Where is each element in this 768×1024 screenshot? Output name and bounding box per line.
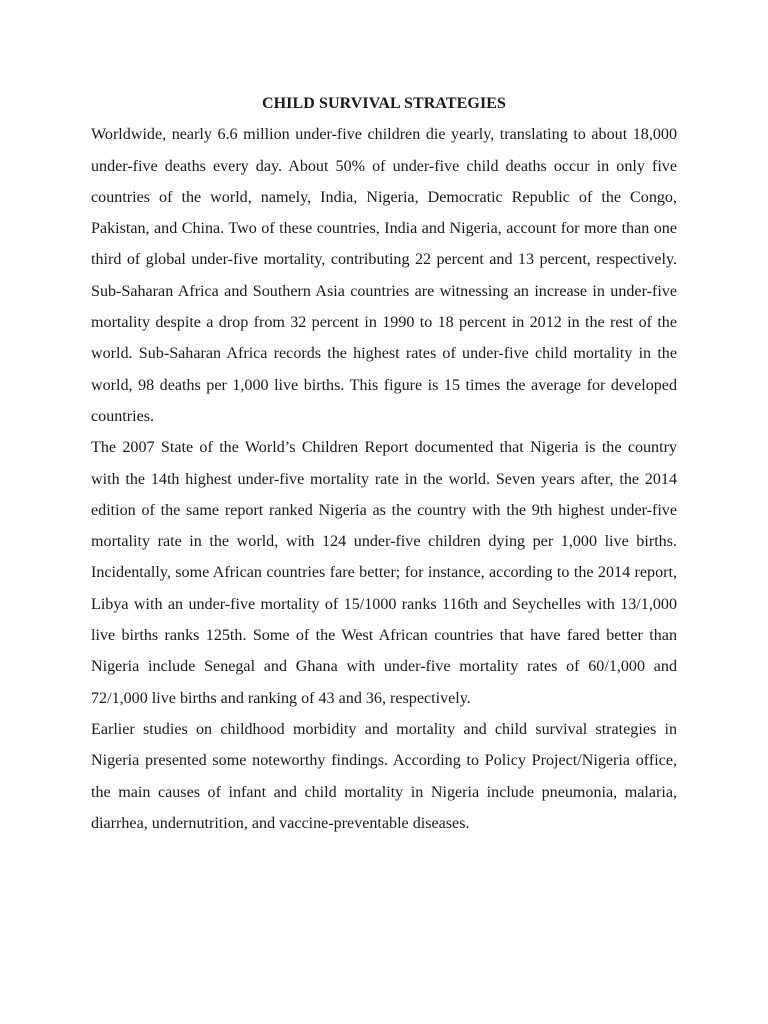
paragraph-global-mortality: Worldwide, nearly 6.6 million under-five children die yearly, translating to about 18,000 under-five deaths every day. About 50% of under-five child deaths occur in only five countries of the world, namely, India, Nigeria, Democratic Republic of the Congo, Pakistan, and China. Two of these countries, India and Nigeria, account for more than one third of global under-five mortality, contributing 22 percent and 13 percent, respectively. Sub-Saharan Africa and Southern Asia countries are witnessing an increase in under-five mortality despite a drop from 32 percent in 1990 to 18 percent in 2012 in the rest of the world. Sub-Saharan Africa records the highest rates of under-five child mortality in the world, 98 deaths per 1,000 live births. This figure is 15 times the average for developed countries. [91, 126, 677, 425]
document-body [91, 88, 677, 839]
document-title: CHILD SURVIVAL STRATEGIES [261, 95, 507, 112]
paragraph-earlier-studies: Earlier studies on childhood morbidity and mortality and child survival strategies in Nigeria presented some noteworthy findings. According to Policy Project/Nigeria office, the main causes of infant and child mortality in Nigeria include pneumonia, malaria, diarrhea, undernutrition, and vaccine-preventable diseases. [91, 720, 677, 832]
paragraph-nigeria-ranking: The 2007 State of the World’s Children Report documented that Nigeria is the country with the 14th highest under-five mortality rate in the world. Seven years after, the 2014 edition of the same report ranked Nigeria as the country with the 9th highest under-five mortality rate in the world, with 124 under-five children dying per 1,000 live births. Incidentally, some African countries fare better; for instance, according to the 2014 report, Libya with an under-five mortality of 15/1000 ranks 116th and Seychelles with 13/1,000 live births ranks 125th. Some of the West African countries that have fared better than Nigeria include Senegal and Ghana with under-five mortality rates of 60/1,000 and 72/1,000 live births and ranking of 43 and 36, respectively. [91, 439, 677, 707]
